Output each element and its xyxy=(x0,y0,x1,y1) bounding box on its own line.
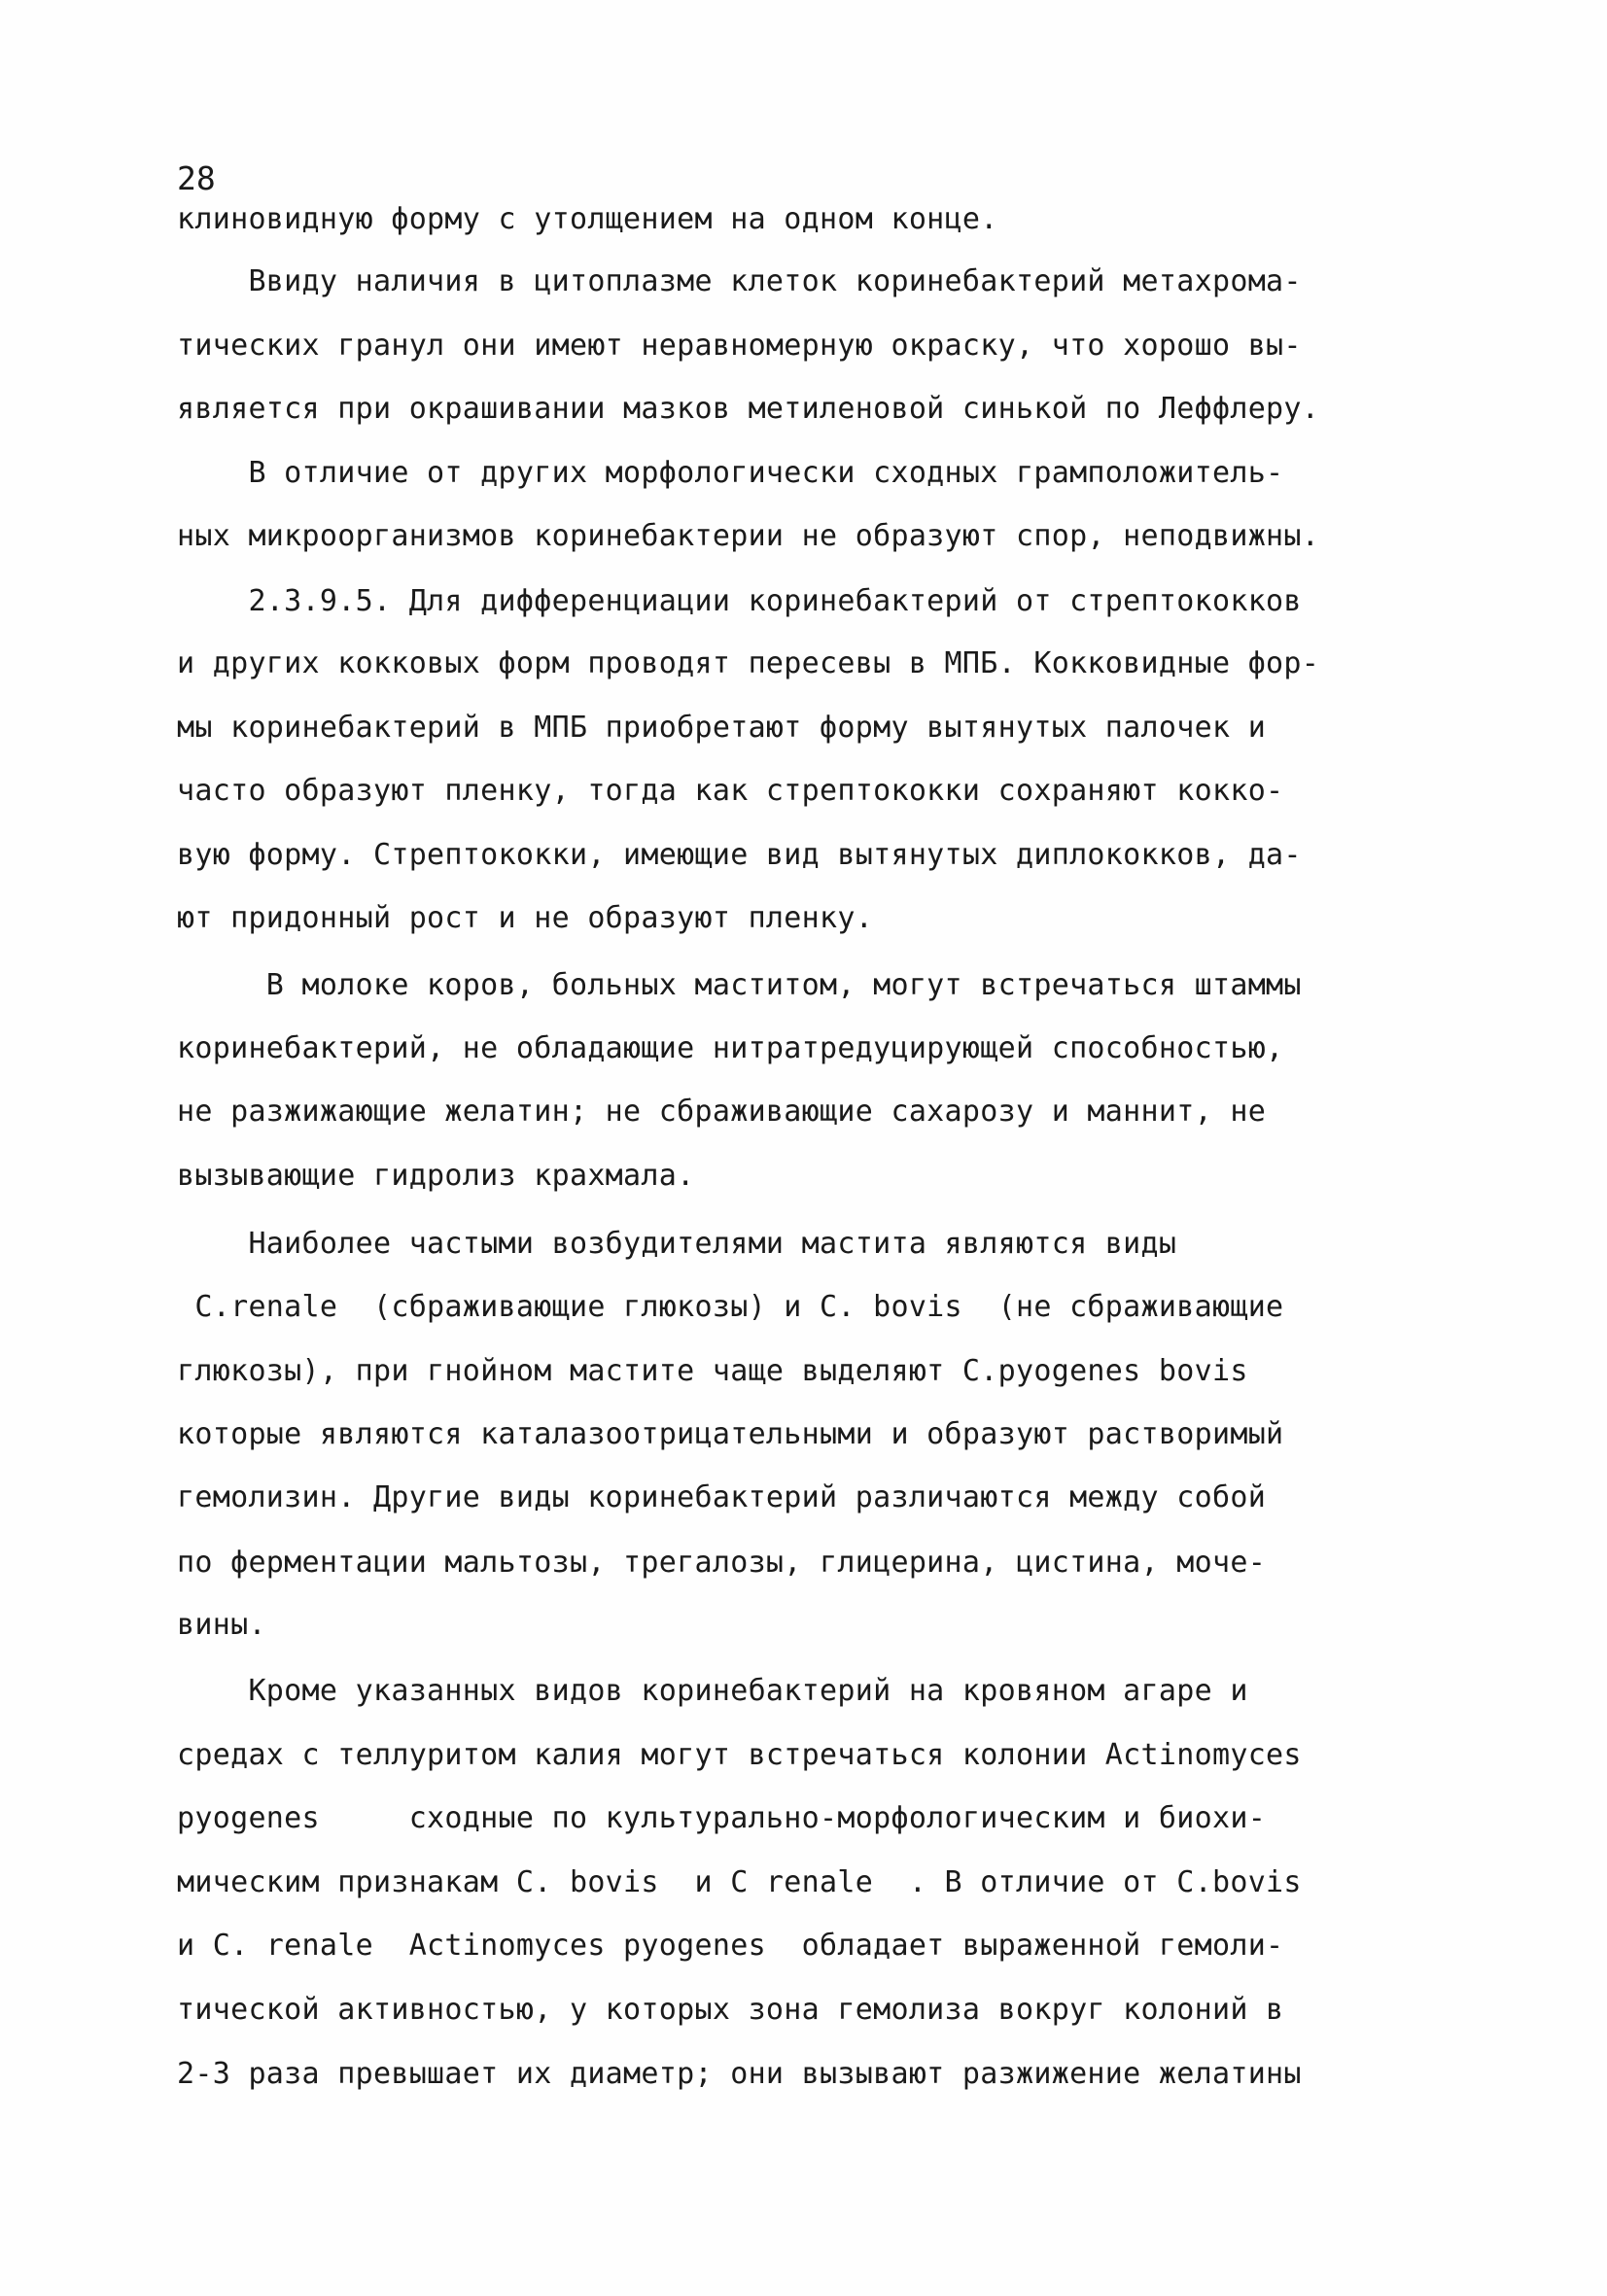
text-line: В отличие от других морфологически сходных грамположитель- xyxy=(177,456,1284,490)
text-line: и C. renale Actinomyces pyogenes обладает выраженной гемоли- xyxy=(177,1929,1284,1963)
text-line: ных микроорганизмов коринебактерии не образуют спор, неподвижны. xyxy=(177,519,1320,553)
text-line: Наиболее частыми возбудителями мастита являются виды xyxy=(177,1227,1177,1261)
text-line: вины. xyxy=(177,1608,266,1642)
text-line: C.renale (сбраживающие глюкозы) и C. bovis (не сбраживающие xyxy=(177,1290,1284,1324)
text-line: мы коринебактерий в МПБ приобретают форму вытянутых палочек и xyxy=(177,711,1267,745)
text-line: 2.3.9.5. Для дифференциации коринебактерий от стрептококков xyxy=(177,584,1302,618)
text-line: которые являются каталазоотрицательными и образуют растворимый xyxy=(177,1417,1284,1451)
text-line: клиновидную форму с утолщением на одном конце. xyxy=(177,202,998,236)
text-line: Кроме указанных видов коринебактерий на кровяном агаре и xyxy=(177,1674,1248,1708)
text-line: является при окрашивании мазков метиленовой синькой по Леффлеру. xyxy=(177,392,1320,426)
text-line: ют придонный рост и не образуют пленку. xyxy=(177,901,874,935)
text-line: и других кокковых форм проводят пересевы в МПБ. Кокковидные фор- xyxy=(177,646,1320,680)
text-line: глюкозы), при гнойном мастите чаще выделяют C.pyogenes bovis xyxy=(177,1354,1248,1388)
text-line: тических гранул они имеют неравномерную окраску, что хорошо вы- xyxy=(177,329,1302,363)
page-number: 28 xyxy=(177,159,216,197)
text-line: коринебактерий, не обладающие нитратредуцирующей способностью, xyxy=(177,1031,1284,1065)
text-line: гемолизин. Другие виды коринебактерий различаются между собой xyxy=(177,1480,1267,1514)
text-line: часто образуют пленку, тогда как стрептококки сохраняют кокко- xyxy=(177,774,1284,808)
text-line: вызывающие гидролиз крахмала. xyxy=(177,1159,695,1193)
text-line: В молоке коров, больных маститом, могут встречаться штаммы xyxy=(177,968,1302,1002)
text-line: вую форму. Стрептококки, имеющие вид вытянутых диплококков, да- xyxy=(177,838,1302,872)
text-line: тической активностью, у которых зона гемолиза вокруг колоний в xyxy=(177,1993,1284,2027)
text-line: 2-3 раза превышает их диаметр; они вызывают разжижение желатины xyxy=(177,2057,1302,2091)
text-line: по ферментации мальтозы, трегалозы, глицерина, цистина, моче- xyxy=(177,1546,1267,1580)
text-line: не разжижающие желатин; не сбраживающие сахарозу и маннит, не xyxy=(177,1095,1267,1129)
text-line: средах с теллуритом калия могут встречаться колонии Actinomyces xyxy=(177,1738,1302,1772)
text-line: Ввиду наличия в цитоплазме клеток коринебактерий метахрома- xyxy=(177,264,1302,298)
text-line: pyogenes сходные по культурально-морфологическим и биохи- xyxy=(177,1801,1267,1835)
text-line: мическим признакам C. bovis и C renale . В отличие от C.bovis xyxy=(177,1865,1302,1899)
